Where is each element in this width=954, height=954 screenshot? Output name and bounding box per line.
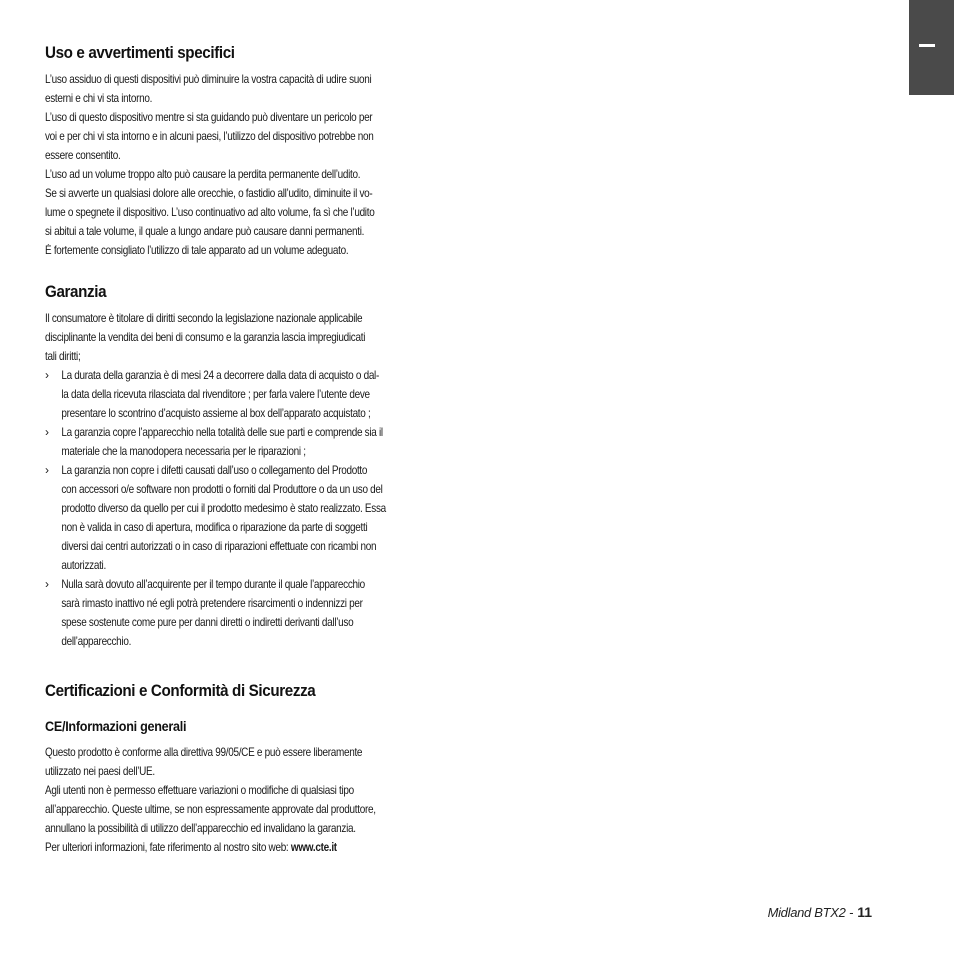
bullet-item [45,366,435,423]
bullet-line: la data della ricevuta rilasciata dal rivenditore ; per farla valere l’utente deve [61,388,370,401]
bullet-chevron-icon: › [45,577,49,591]
bullet-line: autorizzati. [61,559,106,572]
paragraph-line: esterni e chi vi sta intorno. [45,92,153,105]
paragraph-line: tali diritti; [45,350,81,363]
bullet-item [45,461,435,575]
bullet-line: non è valida in caso di apertura, modifica o riparazione da parte di soggetti [61,521,368,534]
bullet-line: spese sostenute come pure per danni diretti o indiretti derivanti dall’uso [61,616,354,629]
section1-body [45,70,435,260]
bullet-line: La durata della garanzia è di mesi 24 a decorrere dalla data di acquisto o dal- [61,369,380,382]
paragraph-line: annullano la possibilità di utilizzo dell’apparecchio ed invalidano la garanzia. [45,822,356,835]
paragraph-line: L’uso di questo dispositivo mentre si sta guidando può diventare un pericolo per [45,111,373,124]
page-number: 11 [857,904,872,920]
bullet-line: materiale che la manodopera necessaria per le riparazioni ; [61,445,306,458]
bullet-line: presentare lo scontrino d’acquisto assieme al box dell’apparato acquistato ; [61,407,371,420]
bullet-line: dell’apparecchio. [61,635,132,648]
footer-separator: - [845,905,858,920]
footer-brand: Midland BTX2 [767,905,846,920]
paragraph-line: Il consumatore è titolare di diritti secondo la legislazione nazionale applicabile [45,312,363,325]
website-link[interactable]: www.cte.it [290,841,337,854]
bullet-item [45,423,435,461]
paragraph-line: Se si avverte un qualsiasi dolore alle orecchie, o fastidio all’udito, diminuite il vo- [45,187,373,200]
paragraph-line: lume o spegnete il dispositivo. L’uso continuativo ad alto volume, fa sì che l’udito [45,206,375,219]
bullet-line: La garanzia non copre i difetti causati dall’uso o collegamento del Prodotto [61,464,368,477]
bullet-item [45,575,435,651]
paragraph-line: È fortemente consigliato l’utilizzo di tale apparato ad un volume adeguato. [45,244,349,257]
bullet-line: La garanzia copre l’apparecchio nella totalità delle sue parti e comprende sia il [61,426,383,439]
heading-garanzia: Garanzia [45,283,107,301]
bullet-line: Nulla sarà dovuto all’acquirente per il tempo durante il quale l’apparecchio [61,578,365,591]
paragraph-line: L’uso ad un volume troppo alto può causare la perdita permanente dell’udito. [45,168,361,181]
paragraph-line: utilizzato nei paesi dell’UE. [45,765,155,778]
paragraph-line: all’apparecchio. Queste ultime, se non espressamente approvate dal produttore, [45,803,376,816]
heading-uso-avvertimenti: Uso e avvertimenti specifici [45,44,235,62]
heading-certificazioni: Certificazioni e Conformità di Sicurezza [45,682,316,700]
paragraph-line: si abitui a tale volume, il quale a lungo andare può causare danni permanenti. [45,225,365,238]
bullet-chevron-icon: › [45,368,49,382]
bullet-chevron-icon: › [45,425,49,439]
section3-body [45,743,435,857]
website-prefix: Per ulteriori informazioni, fate riferimento al nostro sito web: [45,841,291,854]
bullet-line: sarà rimasto inattivo né egli potrà pretendere risarcimenti o indennizzi per [61,597,363,610]
bullet-chevron-icon: › [45,463,49,477]
bullet-line: con accessori o/e software non prodotti o forniti dal Produttore o da un uso del [61,483,383,496]
paragraph-line: voi e per chi vi sta intorno e in alcuni paesi, l’utilizzo del dispositivo potrebbe non [45,130,374,143]
dash-icon [919,44,935,47]
paragraph-line: disciplinante la vendita dei beni di consumo e la garanzia lascia impregiudicati [45,331,366,344]
paragraph-line: L’uso assiduo di questi dispositivi può diminuire la vostra capacità di udire suoni [45,73,372,86]
section2-body [45,309,435,651]
bullet-line: diversi dai centri autorizzati o in caso di riparazioni effettuate con ricambi non [61,540,377,553]
bullet-line: prodotto diverso da quello per cui il prodotto medesimo è stato realizzato. Essa [61,502,386,515]
paragraph-line-website [45,838,380,857]
paragraph-line: essere consentito. [45,149,121,162]
subheading-ce-informazioni: CE/Informazioni generali [45,718,187,734]
section-tab [909,0,954,95]
page-footer [768,904,872,920]
paragraph-line: Questo prodotto è conforme alla direttiva 99/05/CE e può essere liberamente [45,746,363,759]
paragraph-line: Agli utenti non è permesso effettuare variazioni o modifiche di qualsiasi tipo [45,784,354,797]
